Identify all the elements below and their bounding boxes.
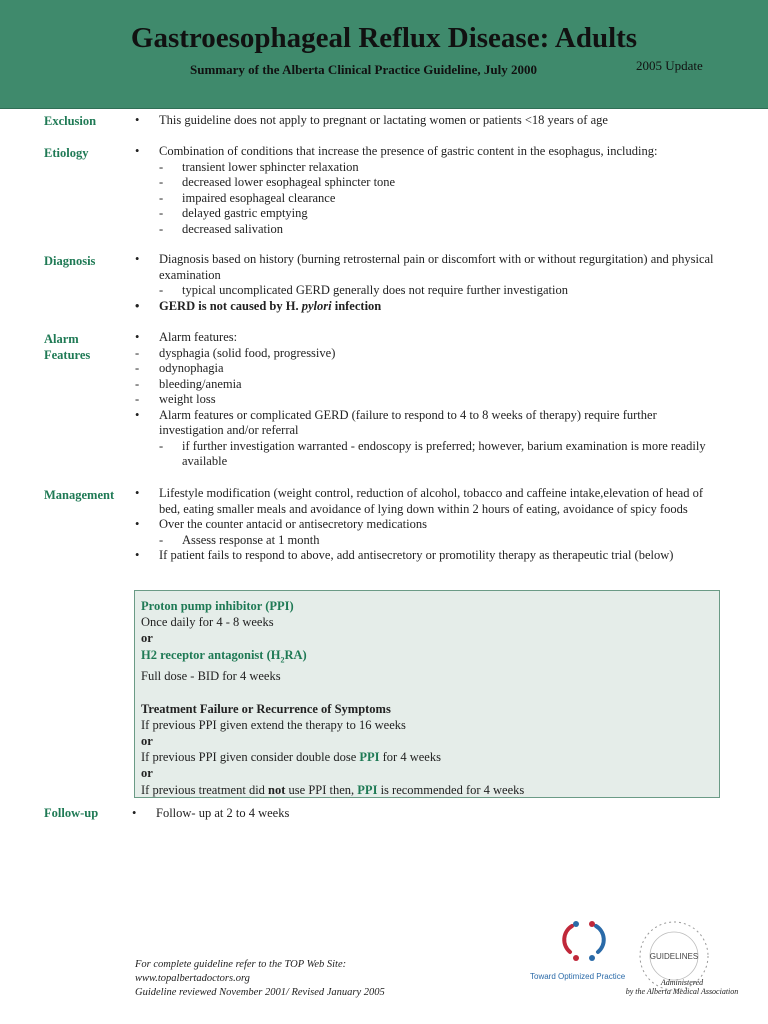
failure-line-2: If previous PPI given consider double dose PPI for 4 weeks — [141, 750, 441, 765]
bullet-icon: • — [135, 252, 140, 266]
label-alarm-features: Alarm Features — [44, 332, 91, 362]
page-subtitle: Summary of the Alberta Clinical Practice Guideline, July 2000 — [190, 62, 537, 77]
list-subitem: - decreased salivation — [159, 221, 283, 236]
top-logo-icon — [556, 918, 612, 966]
top-logo-label: Toward Optimized Practice — [530, 972, 626, 981]
list-item: • GERD is not caused by H. pylori infection — [135, 298, 382, 313]
failure-line-3: If previous treatment did not use PPI then, PPI is recommended for 4 weeks — [141, 782, 525, 797]
bullet-icon: • — [135, 517, 140, 531]
seal-label: GUIDELINES — [649, 952, 699, 961]
footer-reference: For complete guideline refer to the TOP Web Site: www.topalbertadoctors.org Guideline reviewed November 2001/ Revised January 2005 — [135, 959, 385, 998]
list-item: • If patient fails to respond to above, add antisecretory or promotility therapy as therapeutic trial (below) — [135, 548, 674, 562]
bullet-icon: • — [132, 806, 137, 820]
list-item: • Over the counter antacid or antisecretory medications — [135, 517, 427, 531]
or-separator: or — [141, 733, 153, 748]
header-banner — [0, 0, 768, 109]
bullet-icon: • — [135, 548, 140, 562]
list-subitem: - bleeding/anemia — [135, 376, 242, 391]
list-subitem: - if further investigation warranted - endoscopy is preferred; however, barium examination is more readily available — [159, 438, 706, 468]
label-follow-up: Follow-up — [44, 806, 99, 820]
list-subitem: - dysphagia (solid food, progressive) — [135, 345, 336, 360]
list-subitem: - Assess response at 1 month — [159, 532, 320, 547]
label-diagnosis: Diagnosis — [44, 254, 96, 268]
list-subitem: - delayed gastric emptying — [159, 206, 308, 220]
treatment-box — [134, 590, 720, 798]
or-separator: or — [141, 766, 153, 781]
label-management: Management — [44, 488, 115, 502]
bullet-icon: • — [135, 330, 140, 344]
list-subitem: - weight loss — [135, 392, 216, 406]
section-diagnosis — [135, 252, 715, 314]
ppi-title: Proton pump inhibitor (PPI) — [141, 599, 294, 613]
administered-caption: Administered by the Alberta Medical Association — [625, 978, 739, 996]
bullet-icon: • — [135, 113, 140, 127]
section-etiology — [135, 144, 715, 237]
bullet-icon: • — [135, 407, 140, 422]
update-note: 2005 Update — [636, 58, 703, 73]
failure-line-1: If previous PPI given extend the therapy to 16 weeks — [141, 717, 406, 732]
list-item: • Alarm features or complicated GERD (failure to respond to 4 to 8 weeks of therapy) require further investigation and/or referral — [135, 407, 657, 437]
list-subitem: - transient lower sphincter relaxation — [159, 159, 359, 174]
section-follow-up — [132, 806, 712, 822]
section-management — [135, 486, 715, 564]
list-subitem: - odynophagia — [135, 361, 224, 375]
failure-title: Treatment Failure or Recurrence of Symptoms — [141, 701, 391, 716]
or-separator: or — [141, 631, 153, 646]
h2ra-title: H2 receptor antagonist $(H_2RA)$ — [141, 647, 307, 665]
list-item: • Lifestyle modification (weight control, reduction of alcohol, tobacco and caffeine intake,elevation of head of bed, eating smaller meals and avoidance of lying down within 2 hours of eating, avoidance of spicy foods — [135, 486, 704, 516]
list-subitem: - decreased lower esophageal sphincter tone — [159, 175, 396, 189]
list-subitem: - typical uncomplicated GERD generally does not require further investigation — [159, 283, 568, 297]
list-subitem: - impaired esophageal clearance — [159, 190, 336, 205]
ppi-dose: Once daily for 4 - 8 weeks — [141, 615, 274, 630]
list-item: • Follow- up at 2 to 4 weeks — [132, 806, 290, 820]
label-etiology: Etiology — [44, 146, 89, 160]
list-item: • Combination of conditions that increase the presence of gastric content in the esophagus, including: — [135, 144, 658, 158]
bullet-icon: • — [135, 486, 140, 500]
page-title: Gastroesophageal Reflux Disease: Adults — [130, 22, 638, 54]
label-exclusion: Exclusion — [44, 114, 97, 128]
list-item: • This guideline does not apply to pregnant or lactating women or patients <18 years of age — [135, 113, 608, 127]
bullet-icon: • — [135, 144, 140, 158]
list-item: • Alarm features: — [135, 330, 238, 344]
list-item: • Diagnosis based on history (burning retrosternal pain or discomfort with or without regurgitation) and physical examination — [135, 252, 714, 282]
website-link[interactable]: www.topalbertadoctors.org — [135, 973, 250, 984]
bullet-icon: • — [135, 298, 140, 313]
section-alarm-features — [135, 330, 715, 470]
section-exclusion — [135, 113, 715, 129]
h2ra-dose: Full dose - BID for 4 weeks — [141, 669, 281, 684]
